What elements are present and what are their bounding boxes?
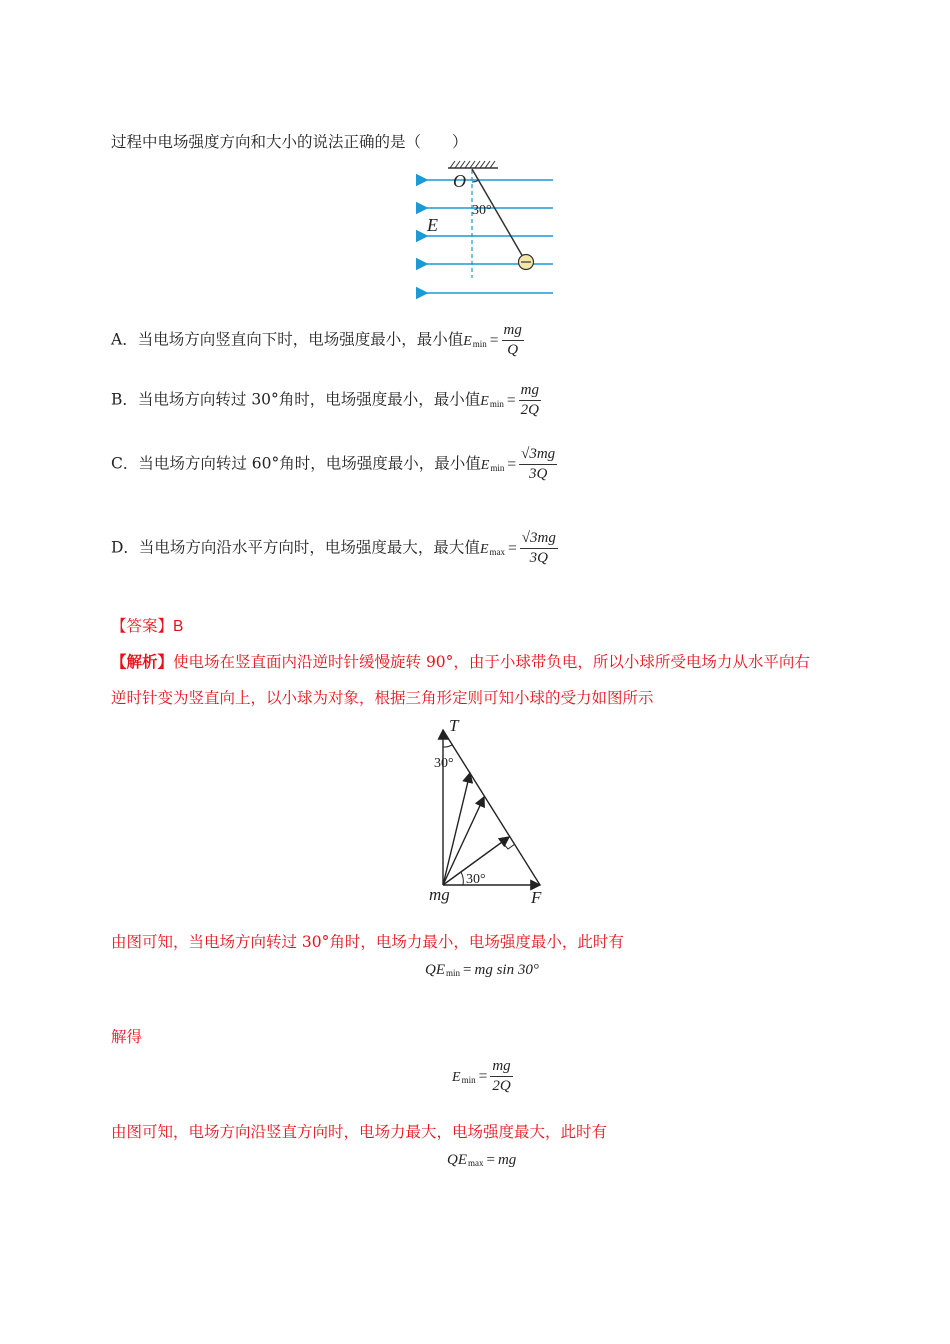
analysis-line-2: 逆时针变为竖直向上，以小球为对象，根据三角形定则可知小球的受力如图所示 xyxy=(111,689,654,707)
option-b-fraction: $\frac{mg}{2Q}$ xyxy=(520,382,539,418)
conclusion-1: 由图可知，当电场方向转过 30°角时，电场力最小，电场强度最小，此时有 xyxy=(111,933,624,951)
option-c-fraction: $\frac{√3mg}{3Q}$ xyxy=(521,446,556,482)
analysis-label: 【解析】 xyxy=(111,652,174,671)
angle-arc-bottom xyxy=(461,872,463,885)
equation-2: $E_{min}$ = $\frac{mg}{2Q}$ xyxy=(452,1058,511,1094)
option-a-fraction: $\frac{mg}{Q}$ xyxy=(503,322,522,358)
label-F: F xyxy=(531,888,542,907)
option-b[interactable]: B．当电场方向转过 30°角时，电场强度最小，最小值$E_{min}$ = $\frac{mg}{2Q}$ xyxy=(111,382,539,418)
equation-1: $QE_{min}$ = mg sin 30° xyxy=(425,962,539,978)
option-d-text: D．当电场方向沿水平方向时，电场强度最大，最大值 xyxy=(111,538,480,557)
option-d[interactable]: D．当电场方向沿水平方向时，电场强度最大，最大值$E_{max}$ = $\frac{√3mg}{3Q}$ xyxy=(111,530,556,566)
option-c-text: C．当电场方向转过 60°角时，电场强度最小，最小值 xyxy=(111,454,481,473)
option-b-symbol: $E_{min}$ xyxy=(480,393,504,409)
answer-value: B xyxy=(173,618,184,635)
pendulum-field-figure xyxy=(415,158,560,306)
label-T: T xyxy=(449,716,459,735)
angle-arc-top xyxy=(443,745,452,747)
option-b-text: B．当电场方向转过 30°角时，电场强度最小，最小值 xyxy=(111,390,481,409)
label-angle: 30° xyxy=(472,203,492,218)
label-mg: mg xyxy=(429,885,450,904)
label-30-bottom: 30° xyxy=(466,872,486,887)
option-d-symbol: $E_{max}$ xyxy=(479,541,505,557)
equation-3: $QE_{max}$ = mg xyxy=(447,1152,517,1168)
hypotenuse-line xyxy=(443,730,540,885)
answer-line xyxy=(111,614,183,636)
label-30-top: 30° xyxy=(434,756,454,771)
option-a-text: A．当电场方向竖直向下时，电场强度最小，最小值 xyxy=(111,330,464,349)
label-O: O xyxy=(453,171,466,191)
option-d-fraction: $\frac{√3mg}{3Q}$ xyxy=(521,530,556,566)
option-a-symbol: $E_{min}$ xyxy=(463,333,487,349)
label-E: E xyxy=(427,215,438,235)
answer-label: 【答案】 xyxy=(111,617,174,635)
conclusion-2: 由图可知，电场方向沿竖直方向时，电场力最大，电场强度最大，此时有 xyxy=(111,1123,608,1141)
option-c-symbol: $E_{min}$ xyxy=(480,457,505,473)
question-intro: 过程中电场强度方向和大小的说法正确的是（ ） xyxy=(111,133,468,151)
force-triangle-figure xyxy=(425,715,555,907)
analysis-line-1: 【解析】使电场在竖直面内沿逆时针缓慢旋转 90°，由于小球带负电，所以小球所受电场力从水平向右 xyxy=(111,652,810,671)
solve-label: 解得 xyxy=(111,1028,143,1046)
option-a[interactable]: A．当电场方向竖直向下时，电场强度最小，最小值$E_{min}$ = $\frac{mg}{Q}$ xyxy=(111,322,522,358)
option-c[interactable]: C．当电场方向转过 60°角时，电场强度最小，最小值$E_{min}$ = $\frac{√3mg}{3Q}$ xyxy=(111,446,556,482)
